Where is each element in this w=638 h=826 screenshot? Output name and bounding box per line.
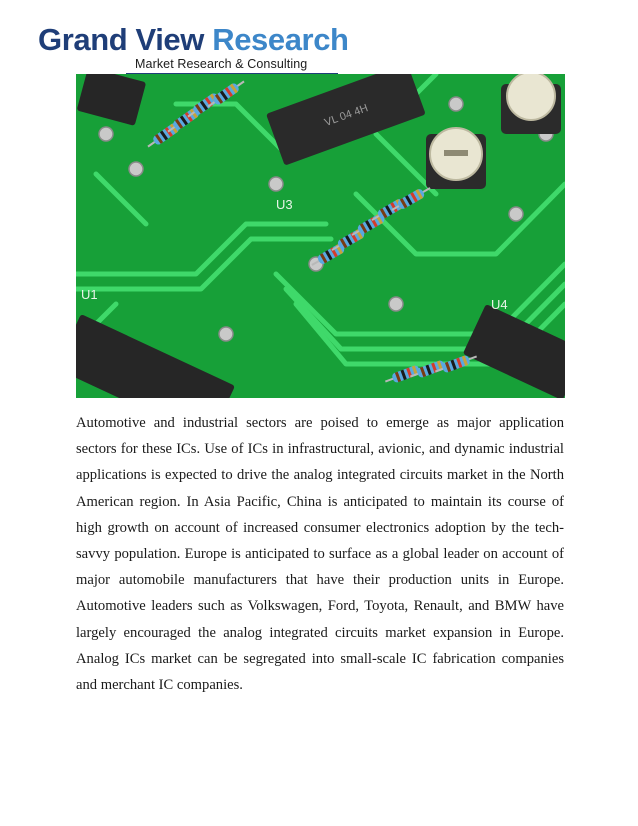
body-paragraph: Automotive and industrial sectors are poised to emerge as major application sectors for these ICs. Use of ICs in infrastructural, avionic, and dynamic industrial applications is expected to drive the analog integrated circuits market in the North American region. In Asia Pacific, China is anticipated to maintain its course of high growth on account of increased consumer electronics adoption by the tech-savvy population. Europe is anticipated to surface as a global leader on account of major automobile manufacturers that have their production units in Europe. Automotive leaders such as Volkswagen, Ford, Toyota, Renault, and BMW have largely encouraged the analog integrated circuits market expansion in Europe. Analog ICs market can be segregated into small-scale IC fabrication companies and merchant IC companies. bbox=[76, 415, 564, 694]
chip-label-u3: U3 bbox=[276, 197, 293, 212]
chip-label-u1: U1 bbox=[81, 287, 98, 302]
logo-wordmark: Grand View Research bbox=[38, 22, 349, 57]
circuit-board-photo bbox=[76, 74, 565, 398]
chip-label-u4: U4 bbox=[491, 297, 508, 312]
logo-tagline: Market Research & Consulting bbox=[135, 57, 308, 71]
svg-text:VL 04 4H: VL 04 4H bbox=[322, 102, 370, 130]
company-logo bbox=[38, 22, 349, 74]
